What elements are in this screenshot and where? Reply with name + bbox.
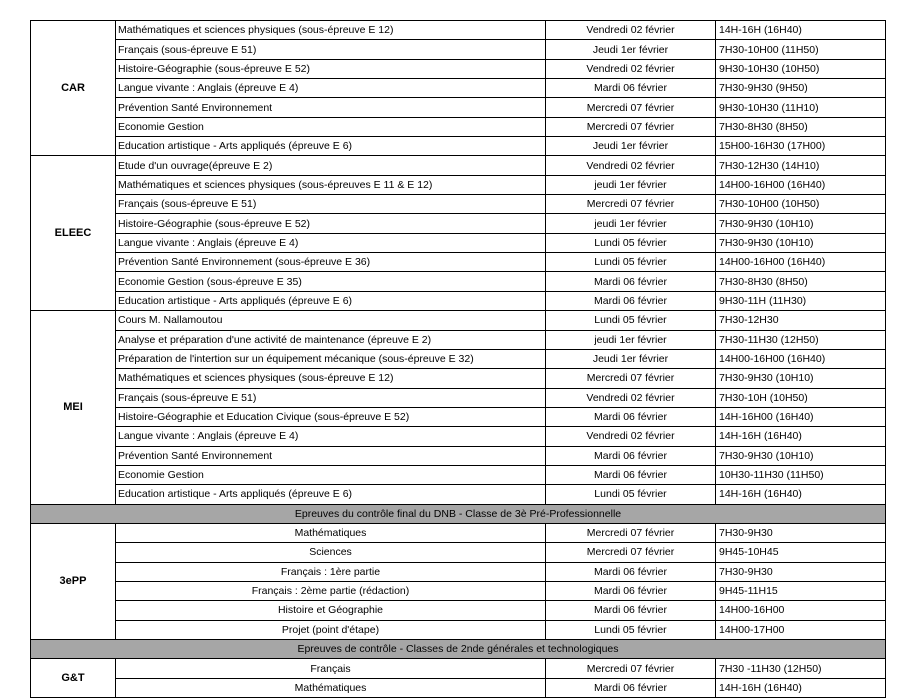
exam-date: Mercredi 07 février <box>546 98 716 117</box>
table-row <box>31 349 886 368</box>
exam-date: Mercredi 07 février <box>546 543 716 562</box>
exam-subject: Mathématiques <box>116 678 546 697</box>
exam-time: 15H00-16H30 (17H00) <box>716 137 886 156</box>
table-row <box>31 98 886 117</box>
table-row <box>31 543 886 562</box>
exam-time: 10H30-11H30 (11H50) <box>716 465 886 484</box>
exam-time: 7H30-9H30 (9H50) <box>716 79 886 98</box>
class-group-label: 3ePP <box>31 523 116 639</box>
table-row <box>31 156 886 175</box>
exam-subject: Préparation de l'intertion sur un équipement mécanique (sous-épreuve E 32) <box>116 349 546 368</box>
table-row <box>31 388 886 407</box>
exam-date: Mardi 06 février <box>546 562 716 581</box>
table-row <box>31 465 886 484</box>
exam-date: Lundi 05 février <box>546 311 716 330</box>
exam-subject: Langue vivante : Anglais (épreuve E 4) <box>116 79 546 98</box>
exam-date: jeudi 1er février <box>546 175 716 194</box>
exam-time: 7H30-9H30 <box>716 562 886 581</box>
exam-time: 7H30-9H30 (10H10) <box>716 446 886 465</box>
exam-schedule-body <box>31 21 886 698</box>
exam-time: 9H30-11H (11H30) <box>716 291 886 310</box>
exam-time: 7H30-8H30 (8H50) <box>716 117 886 136</box>
exam-time: 7H30-9H30 (10H10) <box>716 214 886 233</box>
exam-time: 7H30-10H00 (10H50) <box>716 195 886 214</box>
exam-date: Vendredi 02 février <box>546 59 716 78</box>
exam-time: 14H-16H00 (16H40) <box>716 407 886 426</box>
table-row <box>31 523 886 542</box>
exam-subject: Mathématiques et sciences physiques (sous-épreuves E 11 & E 12) <box>116 175 546 194</box>
exam-subject: Prévention Santé Environnement <box>116 98 546 117</box>
table-row <box>31 659 886 678</box>
exam-subject: Education artistique - Arts appliqués (épreuve E 6) <box>116 291 546 310</box>
exam-time: 14H-16H (16H40) <box>716 485 886 504</box>
exam-time: 14H00-16H00 (16H40) <box>716 253 886 272</box>
section-header-row <box>31 640 886 659</box>
section-header: Epreuves du contrôle final du DNB - Classe de 3è Pré-Professionnelle <box>31 504 886 523</box>
exam-subject: Prévention Santé Environnement <box>116 446 546 465</box>
table-row <box>31 272 886 291</box>
exam-date: Vendredi 02 février <box>546 21 716 40</box>
exam-date: Jeudi 1er février <box>546 137 716 156</box>
exam-date: Mardi 06 février <box>546 446 716 465</box>
exam-subject: Histoire-Géographie et Education Civique (sous-épreuve E 52) <box>116 407 546 426</box>
table-row <box>31 446 886 465</box>
table-row <box>31 620 886 639</box>
exam-date: Jeudi 1er février <box>546 40 716 59</box>
table-row <box>31 137 886 156</box>
table-row <box>31 79 886 98</box>
class-group-label: CAR <box>31 21 116 156</box>
exam-time: 7H30-9H30 (10H10) <box>716 369 886 388</box>
exam-subject: Mathématiques <box>116 523 546 542</box>
exam-subject: Histoire-Géographie (sous-épreuve E 52) <box>116 214 546 233</box>
class-group-label: MEI <box>31 311 116 504</box>
exam-date: jeudi 1er février <box>546 330 716 349</box>
exam-subject: Sciences <box>116 543 546 562</box>
table-row <box>31 369 886 388</box>
exam-date: Mardi 06 février <box>546 678 716 697</box>
exam-time: 7H30-8H30 (8H50) <box>716 272 886 291</box>
exam-date: Mercredi 07 février <box>546 117 716 136</box>
exam-date: Lundi 05 février <box>546 620 716 639</box>
exam-time: 7H30-11H30 (12H50) <box>716 330 886 349</box>
table-row <box>31 233 886 252</box>
exam-date: Mercredi 07 février <box>546 523 716 542</box>
exam-time: 14H-16H (16H40) <box>716 427 886 446</box>
table-row <box>31 311 886 330</box>
table-row <box>31 214 886 233</box>
exam-date: Vendredi 02 février <box>546 427 716 446</box>
exam-date: Jeudi 1er février <box>546 349 716 368</box>
table-row <box>31 59 886 78</box>
exam-date: Mardi 06 février <box>546 79 716 98</box>
table-row <box>31 291 886 310</box>
table-row <box>31 427 886 446</box>
exam-date: Mercredi 07 février <box>546 659 716 678</box>
exam-time: 14H00-16H00 (16H40) <box>716 349 886 368</box>
exam-subject: Etude d'un ouvrage(épreuve E 2) <box>116 156 546 175</box>
table-row <box>31 581 886 600</box>
exam-schedule-sheet <box>30 20 886 698</box>
exam-subject: Mathématiques et sciences physiques (sous-épreuve E 12) <box>116 21 546 40</box>
table-row <box>31 253 886 272</box>
exam-time: 14H-16H (16H40) <box>716 21 886 40</box>
table-row <box>31 195 886 214</box>
exam-date: Lundi 05 février <box>546 253 716 272</box>
table-row <box>31 117 886 136</box>
section-header-row <box>31 504 886 523</box>
exam-date: Mercredi 07 février <box>546 195 716 214</box>
table-row <box>31 330 886 349</box>
table-row <box>31 485 886 504</box>
exam-date: Lundi 05 février <box>546 485 716 504</box>
exam-time: 14H00-16H00 <box>716 601 886 620</box>
exam-subject: Prévention Santé Environnement (sous-épreuve E 36) <box>116 253 546 272</box>
exam-date: Mardi 06 février <box>546 272 716 291</box>
exam-date: Mardi 06 février <box>546 407 716 426</box>
table-row <box>31 562 886 581</box>
exam-subject: Français <box>116 659 546 678</box>
exam-time: 7H30-9H30 <box>716 523 886 542</box>
exam-schedule-table <box>30 20 886 698</box>
table-row <box>31 175 886 194</box>
exam-time: 7H30-12H30 <box>716 311 886 330</box>
exam-date: Mardi 06 février <box>546 581 716 600</box>
exam-time: 9H45-10H45 <box>716 543 886 562</box>
section-header: Epreuves de contrôle - Classes de 2nde générales et technologiques <box>31 640 886 659</box>
exam-subject: Français : 2ème partie (rédaction) <box>116 581 546 600</box>
table-row <box>31 678 886 697</box>
exam-time: 7H30 -11H30 (12H50) <box>716 659 886 678</box>
exam-date: Mardi 06 février <box>546 601 716 620</box>
exam-subject: Cours M. Nallamoutou <box>116 311 546 330</box>
exam-subject: Education artistique - Arts appliqués (épreuve E 6) <box>116 137 546 156</box>
exam-time: 7H30-10H (10H50) <box>716 388 886 407</box>
exam-time: 7H30-10H00 (11H50) <box>716 40 886 59</box>
exam-date: Vendredi 02 février <box>546 156 716 175</box>
exam-time: 9H30-10H30 (10H50) <box>716 59 886 78</box>
exam-subject: Français (sous-épreuve E 51) <box>116 40 546 59</box>
exam-time: 9H30-10H30 (11H10) <box>716 98 886 117</box>
exam-subject: Projet (point d'étape) <box>116 620 546 639</box>
exam-subject: Histoire-Géographie (sous-épreuve E 52) <box>116 59 546 78</box>
exam-subject: Langue vivante : Anglais (épreuve E 4) <box>116 233 546 252</box>
exam-subject: Economie Gestion (sous-épreuve E 35) <box>116 272 546 291</box>
exam-subject: Histoire et Géographie <box>116 601 546 620</box>
table-row <box>31 40 886 59</box>
exam-date: Vendredi 02 février <box>546 388 716 407</box>
exam-date: jeudi 1er février <box>546 214 716 233</box>
class-group-label: G&T <box>31 659 116 698</box>
exam-time: 14H00-16H00 (16H40) <box>716 175 886 194</box>
exam-date: Mardi 06 février <box>546 291 716 310</box>
class-group-label: ELEEC <box>31 156 116 311</box>
exam-subject: Education artistique - Arts appliqués (épreuve E 6) <box>116 485 546 504</box>
exam-subject: Mathématiques et sciences physiques (sous-épreuve E 12) <box>116 369 546 388</box>
table-row <box>31 21 886 40</box>
exam-subject: Langue vivante : Anglais (épreuve E 4) <box>116 427 546 446</box>
exam-time: 14H-16H (16H40) <box>716 678 886 697</box>
exam-time: 14H00-17H00 <box>716 620 886 639</box>
exam-subject: Français (sous-épreuve E 51) <box>116 388 546 407</box>
table-row <box>31 407 886 426</box>
exam-time: 7H30-12H30 (14H10) <box>716 156 886 175</box>
table-row <box>31 601 886 620</box>
exam-subject: Economie Gestion <box>116 117 546 136</box>
exam-subject: Français (sous-épreuve E 51) <box>116 195 546 214</box>
exam-date: Lundi 05 février <box>546 233 716 252</box>
exam-subject: Economie Gestion <box>116 465 546 484</box>
exam-subject: Analyse et préparation d'une activité de maintenance (épreuve E 2) <box>116 330 546 349</box>
exam-time: 9H45-11H15 <box>716 581 886 600</box>
exam-subject: Français : 1ère partie <box>116 562 546 581</box>
exam-time: 7H30-9H30 (10H10) <box>716 233 886 252</box>
exam-date: Mardi 06 février <box>546 465 716 484</box>
exam-date: Mercredi 07 février <box>546 369 716 388</box>
